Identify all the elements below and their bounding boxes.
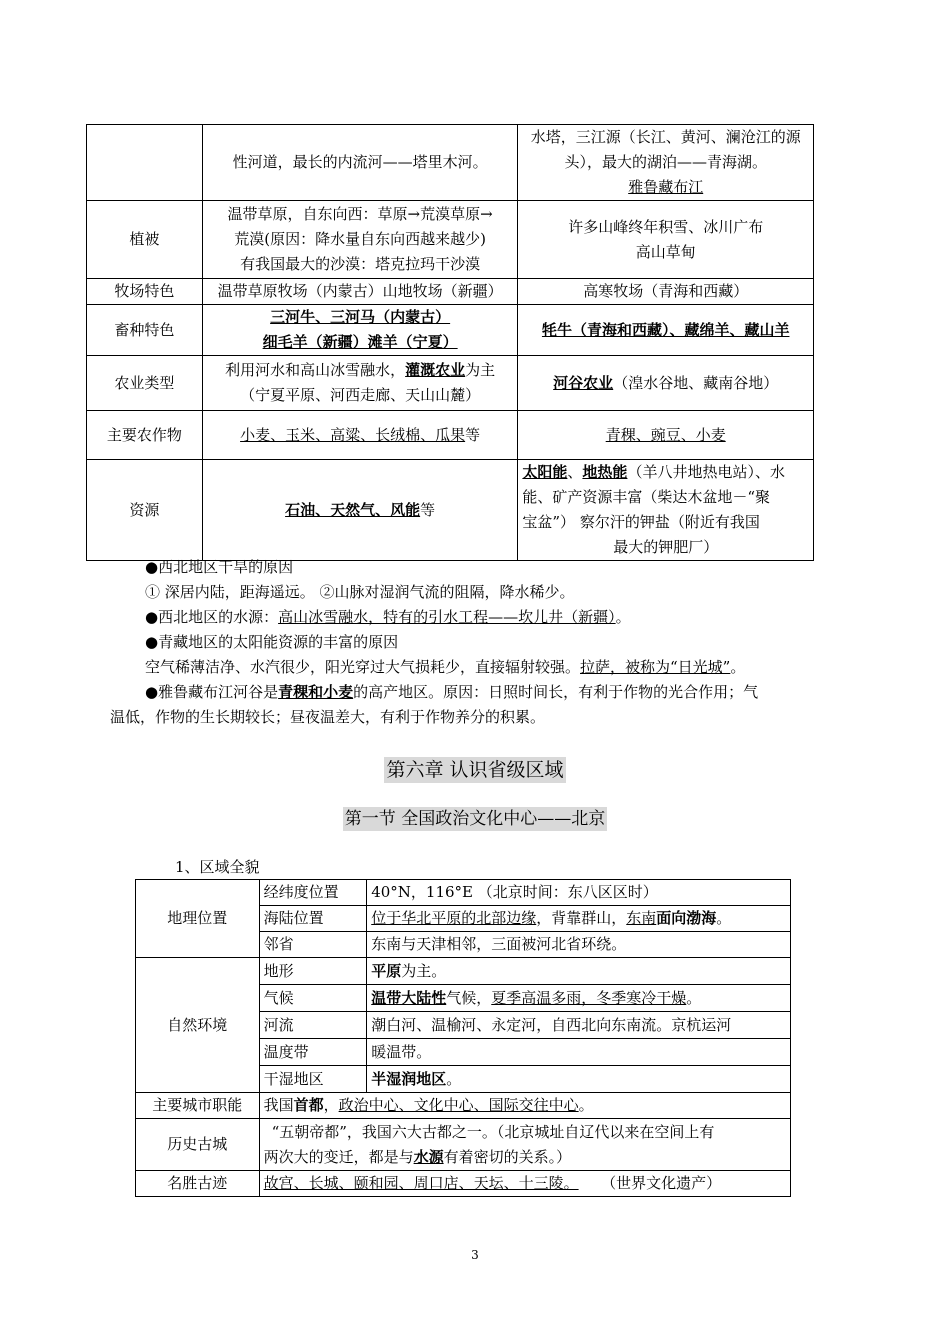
section-title: 第一节 全国政治文化中心——北京 xyxy=(344,809,606,829)
table-row xyxy=(87,279,814,305)
row-value: 平原为主。 xyxy=(367,958,791,985)
note-line: 空气稀薄洁净、水汽很少，阳光穿过大气损耗少，直接辐射较强。拉萨，被称为“日光城”。 xyxy=(145,658,746,676)
row-label: 农业类型 xyxy=(87,356,203,411)
row-key: 经纬度位置 xyxy=(259,880,367,906)
row-key: 干湿地区 xyxy=(259,1066,367,1093)
table-row xyxy=(87,460,814,561)
row-label: 牧场特色 xyxy=(87,279,203,305)
table-row xyxy=(87,356,814,411)
row-key: 地形 xyxy=(259,958,367,985)
row-value: 40°N，116°E （北京时间：东八区区时） xyxy=(367,880,791,906)
note-line: ●青藏地区的太阳能资源的丰富的原因 xyxy=(145,633,399,651)
row-key: 海陆位置 xyxy=(259,906,367,932)
row-value: 暖温带。 xyxy=(367,1039,791,1066)
row-value: “五朝帝都”，我国六大古都之一。（北京城址自辽代以来在空间上有 两次大的变迁，都是与水源有着密切的关系。） xyxy=(259,1119,790,1171)
row-key: 气候 xyxy=(259,985,367,1012)
table-row xyxy=(87,411,814,460)
table-row xyxy=(136,880,791,906)
chapter-title: 第六章 认识省级区域 xyxy=(386,759,564,781)
row-value: 故宫、长城、颐和园、周口店、天坛、十三陵。 （世界文化遗产） xyxy=(259,1171,790,1197)
beijing-overview-table xyxy=(135,879,791,1197)
row-label: 主要城市职能 xyxy=(136,1093,260,1119)
row-key: 河流 xyxy=(259,1012,367,1039)
table-row xyxy=(87,125,814,201)
table-row xyxy=(87,201,814,279)
table-cell: 河谷农业（湟水谷地、藏南谷地） xyxy=(518,356,814,411)
row-label: 植被 xyxy=(87,201,203,279)
note-line: ① 深居内陆，距海遥远。 ②山脉对湿润气流的阻隔，降水稀少。 xyxy=(145,583,575,601)
page-number: 3 xyxy=(471,1248,479,1262)
row-key: 邻省 xyxy=(259,932,367,958)
row-label: 畜种特色 xyxy=(87,305,203,356)
note-line: ●西北地区的水源：高山冰雪融水，特有的引水工程——坎儿井（新疆）。 xyxy=(145,608,631,626)
table-cell: 高寒牧场（青海和西藏） xyxy=(518,279,814,305)
table-cell: 小麦、玉米、高粱、长绒棉、瓜果等 xyxy=(202,411,518,460)
table-cell: 太阳能、地热能（羊八井地热电站）、水 能、矿产资源丰富（柴达木盆地－“聚 宝盆”） 察尔汗的钾盐（附近有我国 最大的钾肥厂） xyxy=(518,460,814,561)
table-cell xyxy=(87,125,203,201)
table-cell: 温带草原牧场（内蒙古）山地牧场（新疆） xyxy=(202,279,518,305)
row-value: 温带大陆性气候，夏季高温多雨，冬季寒冷干燥。 xyxy=(367,985,791,1012)
table-cell: 温带草原，自东向西：草原→荒漠草原→ 荒漠(原因：降水量自东向西越来越少) 有我国最大的沙漠：塔克拉玛干沙漠 xyxy=(202,201,518,279)
note-line: ●西北地区干旱的原因 xyxy=(145,558,294,576)
note-line: 温低，作物的生长期较长；昼夜温差大，有利于作物养分的积累。 xyxy=(110,708,546,726)
row-value: 潮白河、温榆河、永定河，自西北向东南流。京杭运河 xyxy=(367,1012,791,1039)
row-label: 资源 xyxy=(87,460,203,561)
row-label: 自然环境 xyxy=(136,958,260,1093)
row-label: 名胜古迹 xyxy=(136,1171,260,1197)
table-cell: 石油、天然气、风能等 xyxy=(202,460,518,561)
table-cell: 水塔，三江源（长江、黄河、澜沧江的源 头），最大的湖泊——青海湖。 雅鲁藏布江 xyxy=(518,125,814,201)
row-value: 半湿润地区。 xyxy=(367,1066,791,1093)
table-row xyxy=(87,305,814,356)
table-cell: 许多山峰终年积雪、冰川广布 高山草甸 xyxy=(518,201,814,279)
table-cell: 性河道，最长的内流河——塔里木河。 xyxy=(202,125,518,201)
table-row xyxy=(136,958,791,985)
region-comparison-table xyxy=(86,124,814,561)
table-row xyxy=(136,1119,791,1171)
row-label: 主要农作物 xyxy=(87,411,203,460)
table-row xyxy=(136,1093,791,1119)
table-cell: 利用河水和高山冰雪融水，灌溉农业为主 （宁夏平原、河西走廊、天山山麓） xyxy=(202,356,518,411)
table-cell: 青稞、豌豆、小麦 xyxy=(518,411,814,460)
row-value: 位于华北平原的北部边缘，背靠群山，东南面向渤海。 xyxy=(367,906,791,932)
row-label: 地理位置 xyxy=(136,880,260,958)
subheading: 1、区域全貌 xyxy=(175,858,260,876)
row-key: 温度带 xyxy=(259,1039,367,1066)
table-row xyxy=(136,1171,791,1197)
table-cell: 牦牛（青海和西藏）、藏绵羊、藏山羊 xyxy=(518,305,814,356)
row-label: 历史古城 xyxy=(136,1119,260,1171)
table-cell: 三河牛、三河马（内蒙古） 细毛羊（新疆）滩羊（宁夏） xyxy=(202,305,518,356)
row-value: 东南与天津相邻，三面被河北省环绕。 xyxy=(367,932,791,958)
note-line: ●雅鲁藏布江河谷是青稞和小麦的高产地区。原因：日照时间长，有利于作物的光合作用；气 xyxy=(145,683,759,701)
row-value: 我国首都，政治中心、文化中心、国际交往中心。 xyxy=(259,1093,790,1119)
